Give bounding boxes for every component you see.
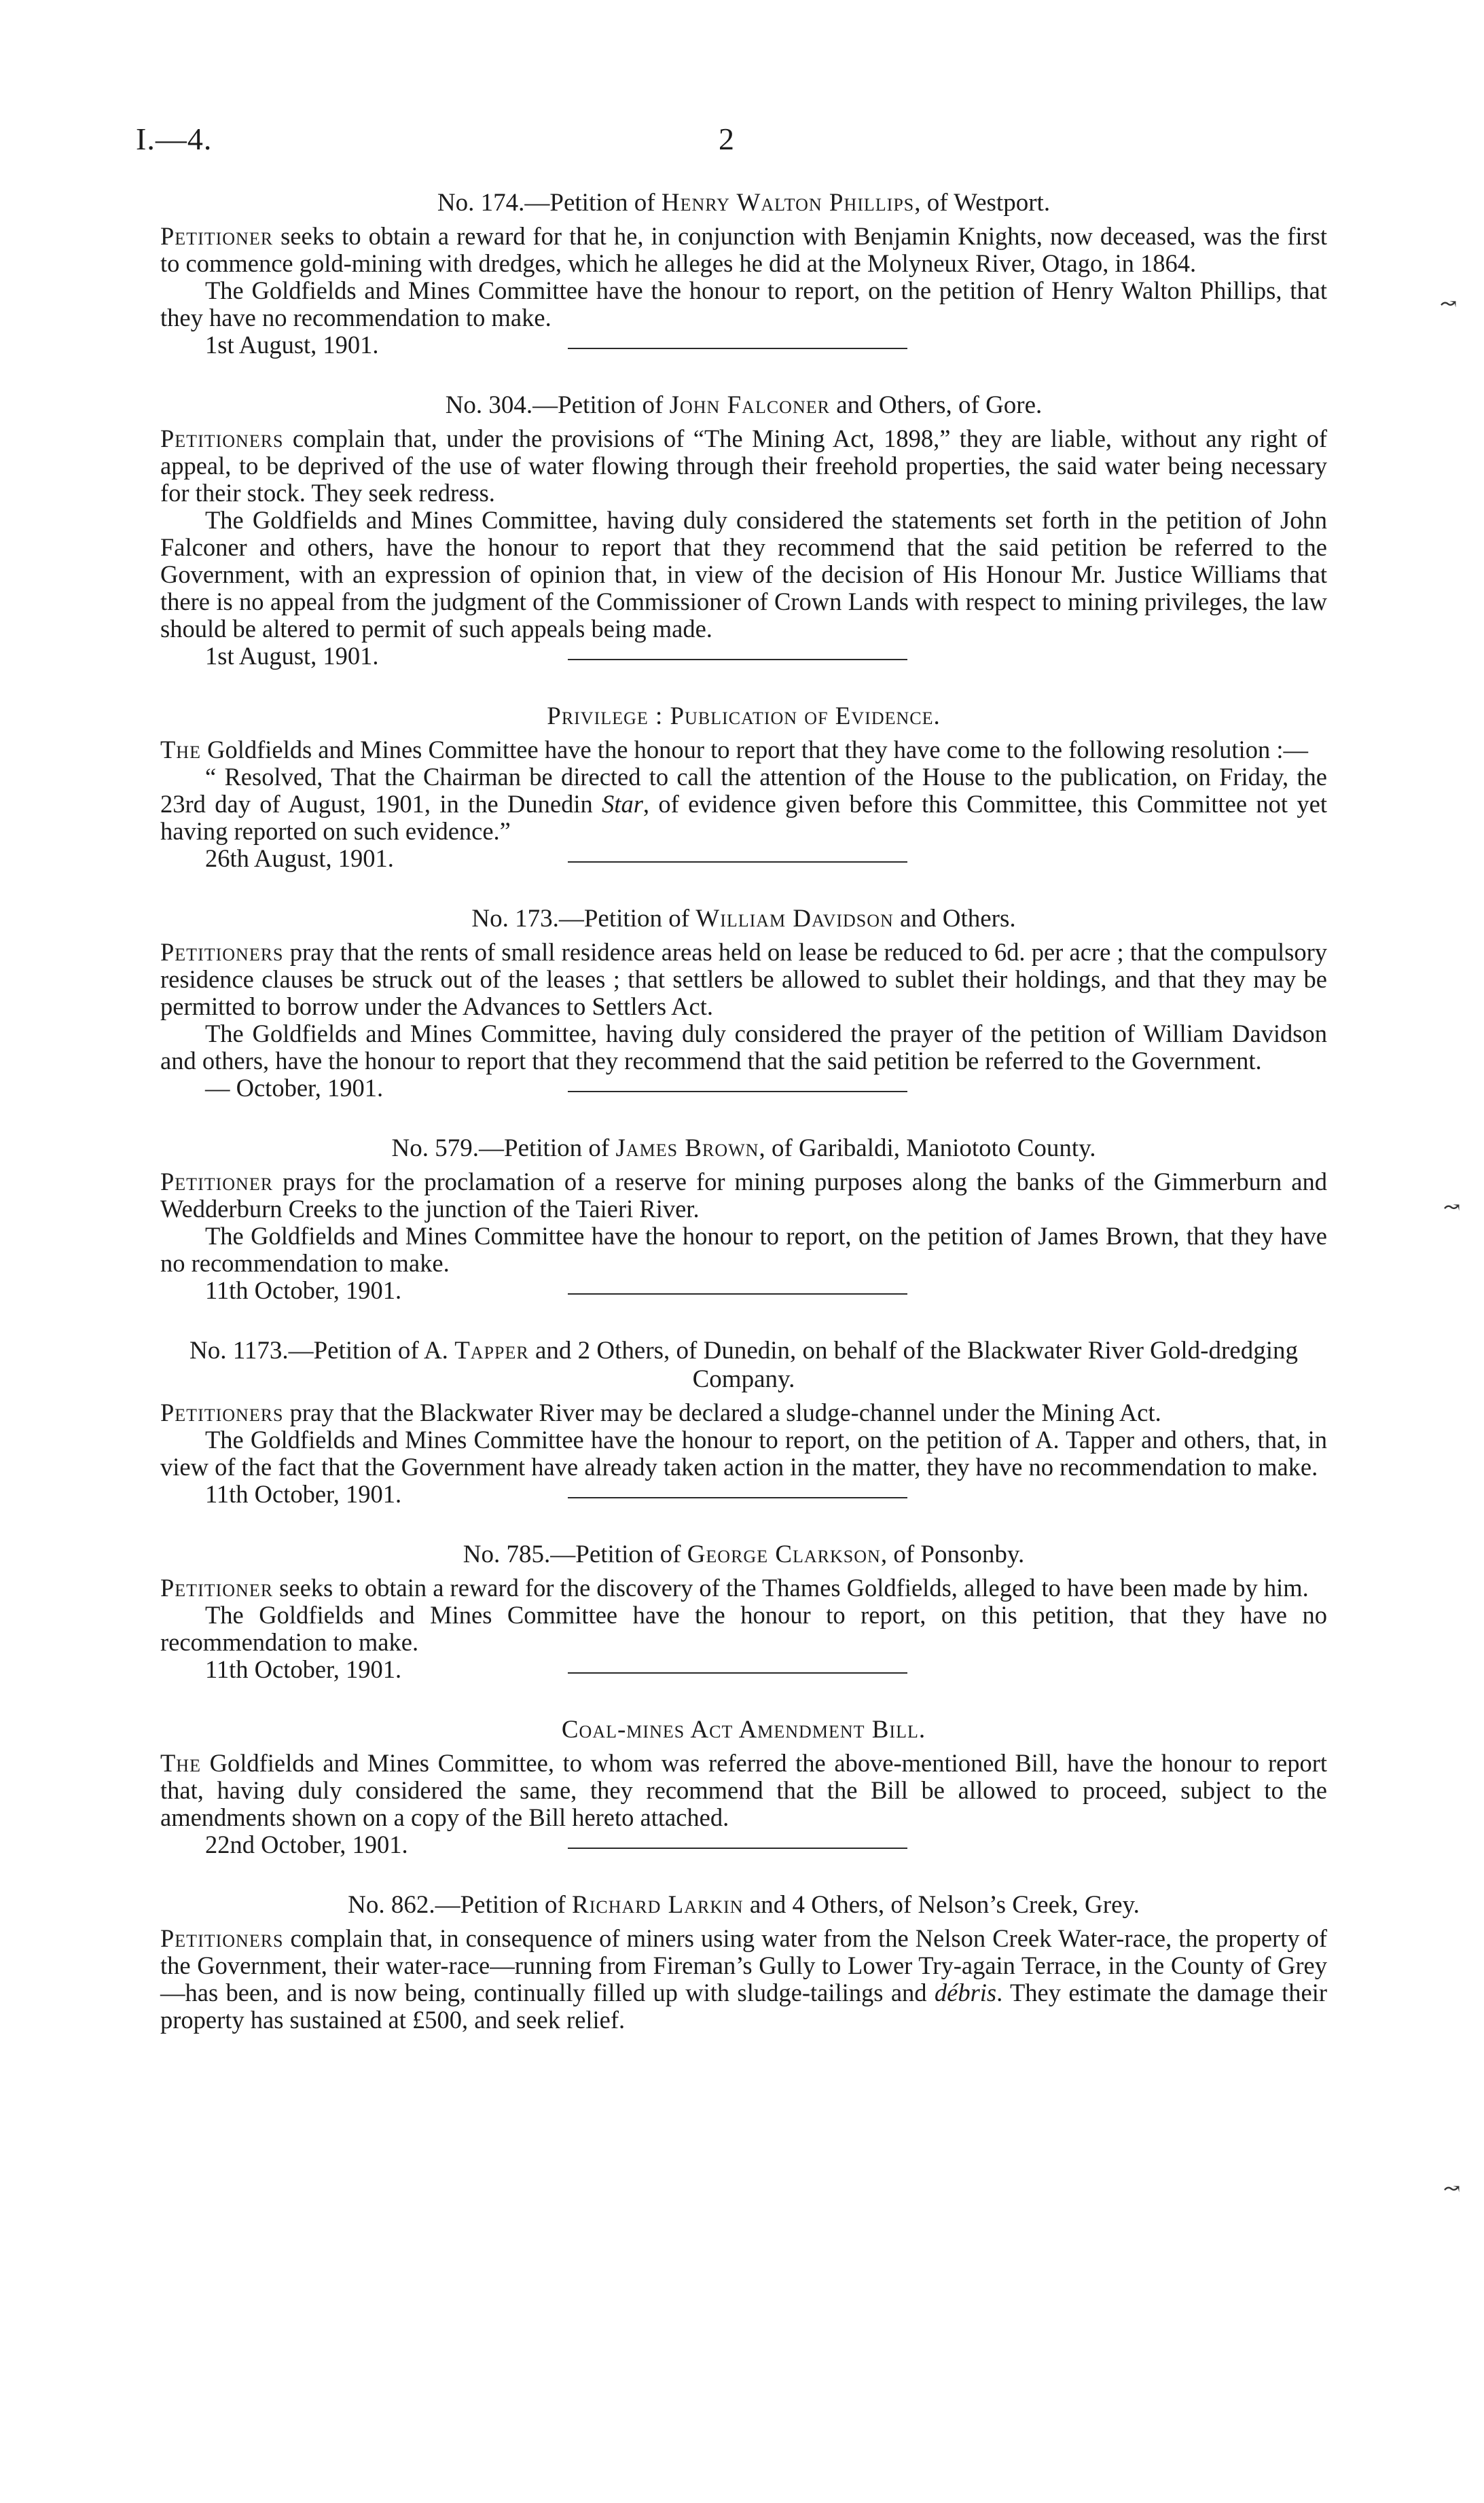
petition-summary: Petitioners complain that, in consequence of miners using water from the Nelson Creek Water-race, the property of the Government, their water-race—running from Fireman’s Gully to Lower Try-again Terrace, in the County of Grey—has been, and is now being, continually filled up with sludge-tailings and débris. They estimate the damage their property has sustained at £500, and seek relief. [160, 1924, 1327, 2034]
committee-report: The Goldfields and Mines Committee, to whom was referred the above-mentioned Bill, have the honour to report that, having duly considered the same, they recommend that the Bill be allowed to proceed, subject to the amendments shown on a copy of the Bill hereto attached. [160, 1749, 1327, 1831]
section-divider [568, 1293, 907, 1295]
margin-mark: ↝ [1440, 293, 1458, 315]
report-date: 22nd October, 1901. [160, 1831, 1327, 1858]
margin-mark: ↝ [1443, 2178, 1461, 2200]
petition-summary: Petitioner seeks to obtain a reward for the discovery of the Thames Goldfields, alleged to have been made by him. [160, 1574, 1309, 1602]
petition-summary: Petitioner seeks to obtain a reward for that he, in conjunction with Benjamin Knights, now deceased, was the first to commence gold-mining with dredges, which he alleges he did at the Molyneux River, Otago, in 1864. [160, 222, 1327, 277]
section-title: No. 173.—Petition of William Davidson and Others. [471, 905, 1016, 933]
privilege-publication [160, 702, 1327, 872]
petition-304 [160, 391, 1327, 670]
committee-report: The Goldfields and Mines Committee have the honour to report, on the petition of A. Tapper and others, that, in view of the fact that the Government have already taken action in the matter, they have no recommendation to make. [160, 1426, 1327, 1481]
petition-174 [160, 189, 1327, 359]
report-date: 11th October, 1901. [160, 1481, 1327, 1508]
committee-report: The Goldfields and Mines Committee have the honour to report, on the petition of Henry Walton Phillips, that they have no recommendation to make. [160, 276, 1327, 331]
section-divider [568, 348, 907, 349]
report-date: 1st August, 1901. [160, 643, 1327, 670]
committee-report: The Goldfields and Mines Committee have the honour to report that they have come to the following resolution :— [160, 736, 1308, 763]
section-title: No. 174.—Petition of Henry Walton Phillips, of Westport. [437, 189, 1051, 217]
section-title: No. 304.—Petition of John Falconer and Others, of Gore. [445, 391, 1043, 419]
section-title: Privilege : Publication of Evidence. [547, 702, 941, 730]
petition-summary: Petitioners pray that the Blackwater River may be declared a sludge-channel under the Mining Act. [160, 1399, 1161, 1426]
report-date: — October, 1901. [160, 1075, 1327, 1102]
section-title: Coal-mines Act Amendment Bill. [561, 1716, 926, 1744]
section-divider [568, 1091, 907, 1092]
petition-173 [160, 905, 1327, 1102]
section-divider [568, 1848, 907, 1849]
petition-785 [160, 1541, 1327, 1683]
petition-579 [160, 1134, 1327, 1304]
coal-mines-bill [160, 1716, 1327, 1858]
report-date: 11th October, 1901. [160, 1656, 1327, 1683]
committee-report: The Goldfields and Mines Committee have the honour to report, on the petition of James Brown, that they have no recommendation to make. [160, 1222, 1327, 1277]
section-title: No. 785.—Petition of George Clarkson, of Ponsonby. [463, 1541, 1025, 1568]
section-title: No. 862.—Petition of Richard Larkin and 4 Others, of Nelson’s Creek, Grey. [348, 1891, 1140, 1919]
section-divider [568, 1672, 907, 1674]
petition-summary: Petitioners complain that, under the provisions of “The Mining Act, 1898,” they are liable, without any right of appeal, to be deprived of the use of water flowing through their freehold properties, the said water being necessary for their stock. They seek redress. [160, 425, 1327, 507]
petition-summary: Petitioners pray that the rents of small residence areas held on lease be reduced to 6d. per acre ; that the compulsory residence clauses be struck out of the leases ; that settlers be allowed to sublet their holdings, and that they may be permitted to borrow under the Advances to Settlers Act. [160, 938, 1327, 1020]
report-date: 11th October, 1901. [160, 1277, 1327, 1304]
committee-report: The Goldfields and Mines Committee have the honour to report, on this petition, that they have no recommendation to make. [160, 1601, 1327, 1656]
committee-report: The Goldfields and Mines Committee, having duly considered the statements set forth in the petition of John Falconer and others, have the honour to report that they recommend that the said petition be referred to the Government, with an expression of opinion that, in view of the decision of His Honour Mr. Justice Williams that there is no appeal from the judgment of the Commissioner of Crown Lands with respect to mining privileges, the law should be altered to permit of such appeals being made. [160, 506, 1327, 643]
page-body [160, 189, 1327, 2034]
section-title: No. 579.—Petition of James Brown, of Garibaldi, Maniototo County. [391, 1134, 1096, 1162]
committee-report: The Goldfields and Mines Committee, having duly considered the prayer of the petition of William Davidson and others, have the honour to report that they recommend that the said petition be referred to the Government. [160, 1020, 1327, 1075]
petition-1173 [160, 1337, 1327, 1508]
page-number: 2 [719, 122, 734, 156]
petition-862 [160, 1891, 1327, 2034]
section-divider [568, 861, 907, 863]
report-reference: I.—4. [136, 122, 213, 156]
resolution-text: “ Resolved, That the Chairman be directed to call the attention of the House to the publication, on Friday, the 23rd day of August, 1901, in the Dunedin Star, of evidence given before this Committee, this Committee not yet having reported on such evidence.” [160, 763, 1327, 845]
petition-summary: Petitioner prays for the proclamation of a reserve for mining purposes along the banks of the Gimmerburn and Wedderburn Creeks to the junction of the Taieri River. [160, 1168, 1327, 1223]
section-title: No. 1173.—Petition of A. Tapper and 2 Others, of Dunedin, on behalf of the Blackwater River Gold-dredging Company. [189, 1337, 1299, 1393]
section-divider [568, 1497, 907, 1498]
report-date: 1st August, 1901. [160, 331, 1327, 359]
report-date: 26th August, 1901. [160, 845, 1327, 872]
section-divider [568, 659, 907, 660]
margin-mark: ↝ [1443, 1196, 1461, 1219]
